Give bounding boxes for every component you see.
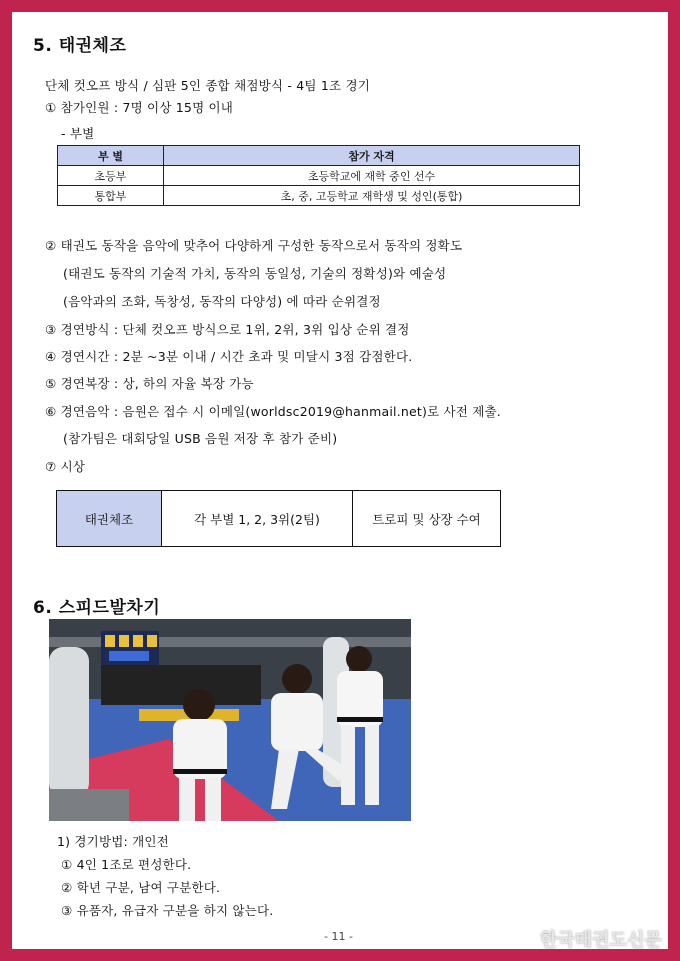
speed-kick-photo-illustration [49, 619, 411, 821]
awards-table [56, 490, 501, 547]
section5-heading: 5. 태권체조 [33, 36, 127, 56]
table-header-cell: 부 별 [58, 146, 164, 166]
method-title: 1) 경기방법: 개인전 [57, 834, 169, 849]
award-category: 태권체조 [57, 491, 162, 546]
method-rule: ③ 유품자, 유급자 구분을 하지 않는다. [61, 903, 274, 918]
competition-attire: ⑤ 경연복장 : 상, 하의 자율 복장 가능 [45, 376, 254, 391]
section5-intro: 단체 컷오프 방식 / 심판 5인 종합 채점방식 - 4팀 1조 경기 [45, 78, 370, 93]
table-cell: 통합부 [58, 186, 164, 206]
award-places: 각 부별 1, 2, 3위(2팀) [162, 491, 353, 546]
table-cell: 초등학교에 재학 중인 선수 [164, 166, 580, 186]
table-header-row [58, 146, 580, 166]
section6-heading: 6. 스피드발차기 [33, 598, 161, 618]
awards-label: ⑦ 시상 [45, 459, 86, 474]
table-row [58, 186, 580, 206]
competition-time: ④ 경연시간 : 2분 ~3분 이내 / 시간 초과 및 미달시 3점 감점한다. [45, 349, 413, 364]
competition-music: ⑥ 경연음악 : 음원은 접수 시 이메일(worldsc2019@hanmail.net)로 사전 제출. [45, 404, 501, 419]
table-cell: 초, 중, 고등학교 재학생 및 성인(통합) [164, 186, 580, 206]
division-table [57, 145, 580, 206]
division-label: - 부별 [61, 126, 95, 141]
table-row [58, 166, 580, 186]
method-rule: ① 4인 1조로 편성한다. [61, 857, 192, 872]
competition-format: ③ 경연방식 : 단체 컷오프 방식으로 1위, 2위, 3위 입상 순위 결정 [45, 322, 410, 337]
judging-criteria-line2: (태권도 동작의 기술적 가치, 동작의 동일성, 기술의 정확성)와 예술성 [63, 266, 447, 281]
judging-criteria-line1: ② 태권도 동작을 음악에 맞추어 다양하게 구성한 동작으로서 동작의 정확도 [45, 238, 463, 253]
table-header-cell: 참가 자격 [164, 146, 580, 166]
judging-criteria-line3: (음악과의 조화, 독창성, 동작의 다양성) 에 따라 순위결정 [63, 294, 381, 309]
watermark: 한국태권도신문 [540, 930, 662, 951]
participants-rule: ① 참가인원 : 7명 이상 15명 이내 [45, 100, 234, 115]
speed-kick-photo [49, 619, 411, 821]
document-page [12, 12, 668, 949]
method-rule: ② 학년 구분, 남여 구분한다. [61, 880, 221, 895]
award-prize: 트로피 및 상장 수여 [372, 511, 481, 527]
table-cell: 초등부 [58, 166, 164, 186]
competition-music-note: (참가팀은 대회당일 USB 음원 저장 후 참가 준비) [63, 431, 338, 446]
page-number: - 11 - [324, 930, 353, 943]
